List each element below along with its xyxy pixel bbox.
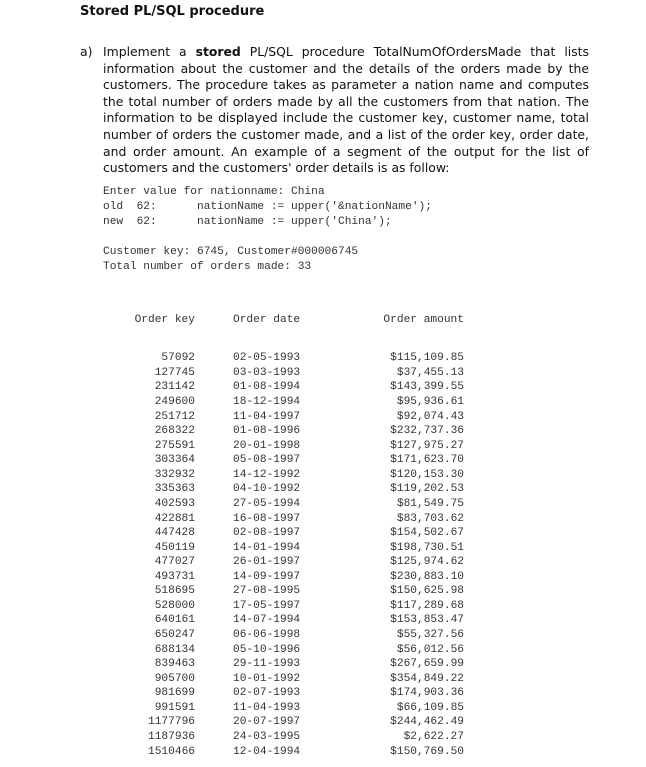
- total-orders-line: Total number of orders made: 33: [103, 260, 312, 273]
- console-input-block: [80, 185, 590, 230]
- table-row: [103, 584, 473, 599]
- order-amount-cell: $81,549.75: [396, 497, 464, 510]
- order-date-cell: 26-01-1997: [233, 556, 301, 569]
- question: [80, 44, 590, 177]
- table-row: [103, 570, 473, 585]
- table-row: [103, 541, 473, 556]
- order-key-cell: 528000: [154, 599, 195, 612]
- question-text-after: PL/SQL procedure TotalNumOfOrdersMade that lists information about the customer and the details of the orders made by the customers. The procedure takes as parameter a nation name and computes the total number of orders made by all the customers from that nation. The information to be displayed include the customer key, customer name, total number of orders the customer made, and a list of the order key, order date, and order amount. An example of a segment of the output for the list of customers and the customers' order details is as follow:: [103, 44, 589, 176]
- order-date-cell: 12-04-1994: [233, 745, 301, 758]
- section-title: Stored PL/SQL procedure: [80, 4, 265, 19]
- order-date-cell: 18-12-1994: [233, 396, 301, 408]
- table-row: [103, 643, 473, 658]
- order-amount-cell: $267,659.99: [390, 658, 464, 671]
- order-key-cell: 249600: [154, 396, 195, 408]
- customer-line: Customer key: 6745, Customer#000006745: [103, 245, 359, 258]
- order-amount-cell: $2,622.27: [403, 730, 464, 743]
- order-key-cell: 493731: [154, 570, 195, 583]
- question-text: [103, 44, 589, 177]
- order-amount-cell: $150,625.98: [390, 585, 464, 598]
- order-date-cell: 14-09-1997: [233, 570, 301, 583]
- table-row: [103, 745, 473, 760]
- order-amount-cell: $55,327.56: [396, 629, 464, 641]
- order-date-cell: 03-03-1993: [233, 366, 301, 379]
- order-key-cell: 688134: [154, 643, 195, 656]
- order-key-cell: 335363: [154, 483, 195, 496]
- table-row: [103, 366, 473, 381]
- table-row: [103, 497, 473, 512]
- orders-table: [103, 289, 590, 759]
- table-row: [103, 482, 473, 497]
- header-order-amount: Order amount: [383, 313, 464, 326]
- order-date-cell: 27-05-1994: [233, 497, 301, 510]
- order-key-cell: 447428: [154, 527, 195, 540]
- console-line: new 62: nationName := upper('China');: [103, 215, 392, 228]
- order-date-cell: 29-11-1993: [233, 658, 301, 671]
- order-key-cell: 332932: [154, 468, 195, 481]
- order-key-cell: 57092: [161, 352, 195, 365]
- table-row: [103, 701, 473, 716]
- order-date-cell: 06-06-1998: [233, 629, 301, 641]
- order-amount-cell: $232,737.36: [390, 425, 464, 438]
- order-amount-cell: $230,883.10: [390, 570, 464, 583]
- order-amount-cell: $153,853.47: [390, 614, 464, 627]
- order-date-cell: 02-07-1993: [233, 687, 301, 700]
- order-amount-cell: $174,903.36: [390, 687, 464, 700]
- order-key-cell: 905700: [154, 672, 195, 685]
- order-amount-cell: $117,289.68: [390, 599, 464, 612]
- table-row: [103, 439, 473, 454]
- table-row: [103, 453, 473, 468]
- table-row: [103, 672, 473, 687]
- order-key-cell: 450119: [154, 541, 195, 554]
- header-order-key: Order key: [134, 313, 195, 326]
- order-date-cell: 02-05-1993: [233, 352, 301, 365]
- order-date-cell: 14-01-1994: [233, 541, 301, 554]
- order-key-cell: 268322: [154, 425, 195, 438]
- order-date-cell: 27-08-1995: [233, 585, 301, 598]
- order-amount-cell: $354,849.22: [390, 672, 464, 685]
- order-date-cell: 17-05-1997: [233, 599, 301, 612]
- order-date-cell: 04-10-1992: [233, 483, 301, 496]
- table-row: [103, 351, 473, 366]
- order-date-cell: 05-10-1996: [233, 643, 301, 656]
- order-amount-cell: $171,623.70: [390, 454, 464, 467]
- order-date-cell: 20-01-1998: [233, 439, 301, 452]
- question-label: a): [80, 44, 93, 59]
- order-date-cell: 14-12-1992: [233, 468, 301, 481]
- order-date-cell: 20-07-1997: [233, 716, 301, 729]
- order-amount-cell: $66,109.85: [396, 701, 464, 714]
- order-key-cell: 981699: [154, 687, 195, 700]
- console-line: old 62: nationName := upper('&nationName');: [103, 200, 432, 213]
- order-date-cell: 01-08-1994: [233, 381, 301, 394]
- table-row: [103, 715, 473, 730]
- order-key-cell: 303364: [154, 454, 195, 467]
- table-row: [103, 599, 473, 614]
- order-key-cell: 1187936: [148, 730, 195, 743]
- order-amount-cell: $198,730.51: [390, 541, 464, 554]
- order-amount-cell: $154,502.67: [390, 527, 464, 540]
- order-key-cell: 422881: [154, 512, 195, 525]
- order-key-cell: 1177796: [148, 716, 195, 729]
- table-row: [103, 657, 473, 672]
- order-date-cell: 14-07-1994: [233, 614, 301, 627]
- table-row: [103, 555, 473, 570]
- header-order-date: Order date: [233, 313, 301, 326]
- table-row: [103, 468, 473, 483]
- order-key-cell: 518695: [154, 585, 195, 598]
- order-key-cell: 402593: [154, 497, 195, 510]
- order-amount-cell: $95,936.61: [396, 396, 464, 408]
- order-amount-cell: $92,074.43: [396, 410, 464, 423]
- customer-block: [80, 245, 590, 275]
- order-amount-cell: $244,462.49: [390, 716, 464, 729]
- order-date-cell: 16-08-1997: [233, 512, 301, 525]
- table-row: [103, 380, 473, 395]
- table-row: [103, 512, 473, 527]
- table-row: [103, 526, 473, 541]
- table-row: [103, 613, 473, 628]
- order-key-cell: 251712: [154, 410, 195, 423]
- table-row: [103, 730, 473, 745]
- order-key-cell: 477027: [154, 556, 195, 569]
- table-header: [103, 313, 473, 328]
- table-row: [103, 410, 473, 425]
- order-key-cell: 231142: [154, 381, 195, 394]
- order-amount-cell: $127,975.27: [390, 439, 464, 452]
- table-row: [103, 395, 473, 410]
- order-date-cell: 11-04-1993: [233, 701, 301, 714]
- order-key-cell: 1510466: [148, 745, 195, 758]
- order-key-cell: 991591: [154, 701, 195, 714]
- table-row: [103, 686, 473, 701]
- order-date-cell: 24-03-1995: [233, 730, 301, 743]
- order-amount-cell: $150,769.50: [390, 745, 464, 758]
- order-key-cell: 127745: [154, 366, 195, 379]
- order-amount-cell: $56,012.56: [396, 643, 464, 656]
- order-amount-cell: $120,153.30: [390, 468, 464, 481]
- order-amount-cell: $119,202.53: [390, 483, 464, 496]
- console-line: Enter value for nationname: China: [103, 185, 325, 198]
- order-date-cell: 05-08-1997: [233, 454, 301, 467]
- order-date-cell: 01-08-1996: [233, 425, 301, 438]
- order-key-cell: 640161: [154, 614, 195, 627]
- order-amount-cell: $125,974.62: [390, 556, 464, 569]
- order-amount-cell: $115,109.85: [390, 352, 464, 365]
- order-key-cell: 839463: [154, 658, 195, 671]
- question-text-before: Implement a: [103, 44, 196, 59]
- table-row: [103, 424, 473, 439]
- table-row: [103, 628, 473, 643]
- order-amount-cell: $83,703.62: [396, 512, 464, 525]
- order-date-cell: 02-08-1997: [233, 527, 301, 540]
- order-key-cell: 650247: [154, 629, 195, 641]
- order-amount-cell: $143,399.55: [390, 381, 464, 394]
- question-bold-word: stored: [195, 44, 241, 59]
- order-amount-cell: $37,455.13: [396, 366, 464, 379]
- order-date-cell: 10-01-1992: [233, 672, 301, 685]
- order-date-cell: 11-04-1997: [233, 410, 301, 423]
- order-key-cell: 275591: [154, 439, 195, 452]
